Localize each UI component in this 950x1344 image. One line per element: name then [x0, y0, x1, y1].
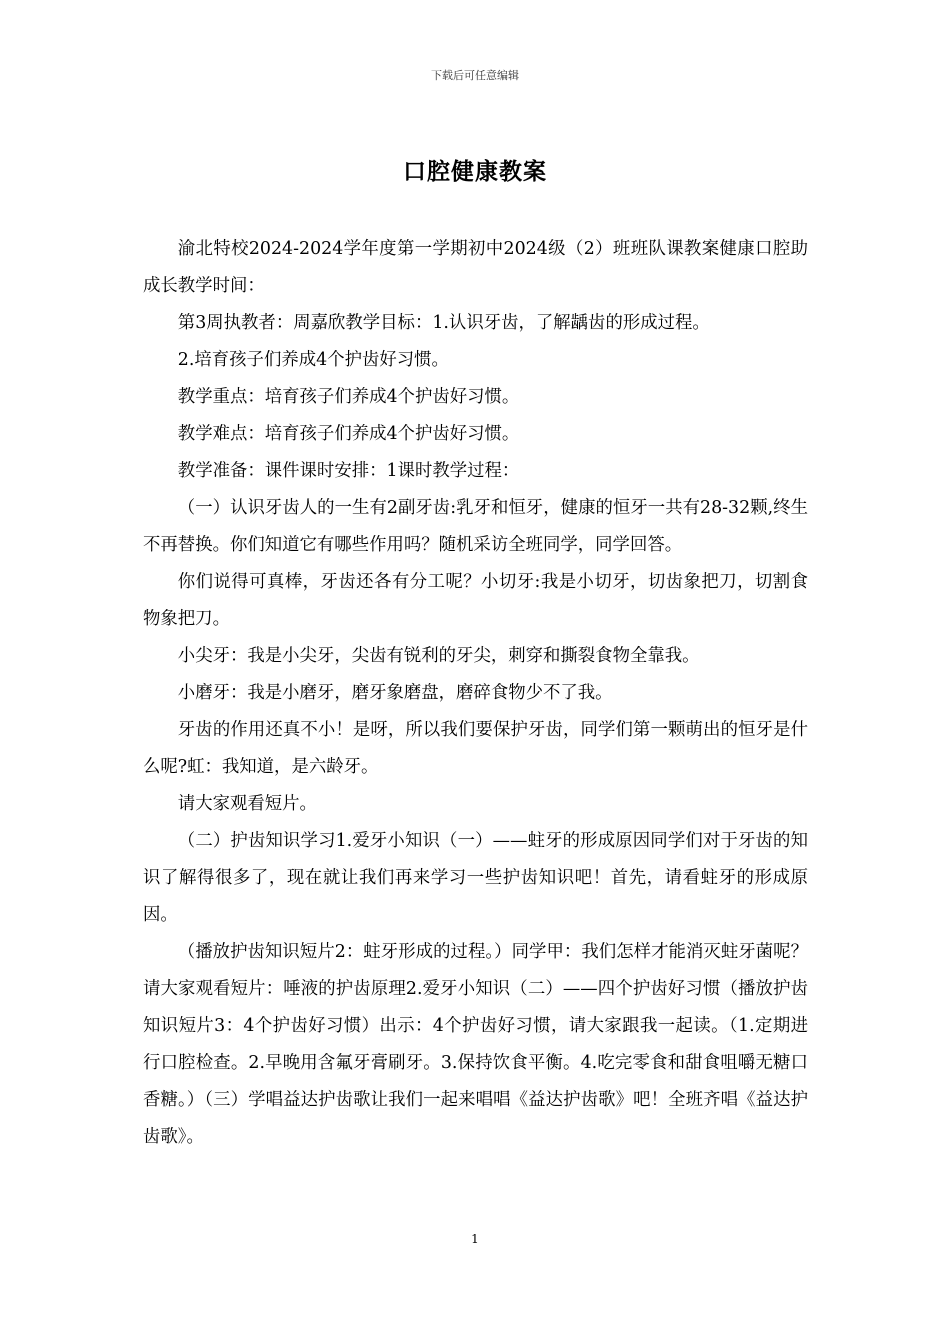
- document-title: 口腔健康教案: [403, 158, 547, 185]
- paragraph-watch-clip: 请大家观看短片。: [177, 794, 317, 814]
- paragraph-molar: 小磨牙：我是小磨牙，磨牙象磨盘，磨碎食物少不了我。: [177, 683, 613, 703]
- paragraph-teacher-goals: 第3周执教者：周嘉欣教学目标：1.认识牙齿，了解龋齿的形成过程。: [177, 313, 710, 333]
- paragraph-incisor: 你们说得可真棒，牙齿还各有分工呢？小切牙:我是小切牙，切齿象把刀，切割食物象把刀。: [143, 572, 808, 629]
- paragraph-canine: 小尖牙：我是小尖牙，尖齿有锐利的牙尖，刺穿和撕裂食物全靠我。: [177, 646, 700, 666]
- paragraph-goal-2: 2.培育孩子们养成4个护齿好习惯。: [177, 350, 449, 370]
- paragraph-difficulty: 教学难点：培育孩子们养成4个护齿好习惯。: [177, 424, 520, 444]
- page-header-note: 下载后可任意编辑: [431, 69, 519, 82]
- page-number: 1: [471, 1232, 479, 1246]
- paragraph-habits: （播放护齿知识短片2：蛀牙形成的过程。）同学甲：我们怎样才能消灭蛀牙菌呢？请大家观看短片：唾液的护齿原理2.爱牙小知识（二）——四个护齿好习惯（播放护齿知识短片3：4个护齿好习惯）出示：4个护齿好习惯，请大家跟我一起读。（1.定期进行口腔检查。2.早晚用含氟牙膏刷牙。3.保持饮食平衡。4.吃完零食和甜食咀嚼无糖口香糖。）（三）学唱益达护齿歌让我们一起来唱唱《益达护齿歌》吧！全班齐唱《益达护齿歌》。: [143, 942, 808, 1147]
- document-body: [143, 231, 808, 1156]
- paragraph-section-2: （二）护齿知识学习1.爱牙小知识（一）——蛀牙的形成原因同学们对于牙齿的知识了解得很多了，现在就让我们再来学习一些护齿知识吧！首先，请看蛀牙的形成原因。: [143, 831, 808, 925]
- paragraph-six-year-molar: 牙齿的作用还真不小！是呀，所以我们要保护牙齿，同学们第一颗萌出的恒牙是什么呢?虹：我知道，是六龄牙。: [143, 720, 808, 777]
- paragraph-key-point: 教学重点：培育孩子们养成4个护齿好习惯。: [177, 387, 520, 407]
- paragraph-intro: 渝北特校2024-2024学年度第一学期初中2024级（2）班班队课教案健康口腔助成长教学时间：: [143, 239, 808, 296]
- paragraph-preparation: 教学准备：课件课时安排：1课时教学过程：: [177, 461, 520, 481]
- paragraph-section-1: （一）认识牙齿人的一生有2副牙齿:乳牙和恒牙，健康的恒牙一共有28-32颗,终生不再替换。你们知道它有哪些作用吗？随机采访全班同学，同学回答。: [143, 498, 808, 555]
